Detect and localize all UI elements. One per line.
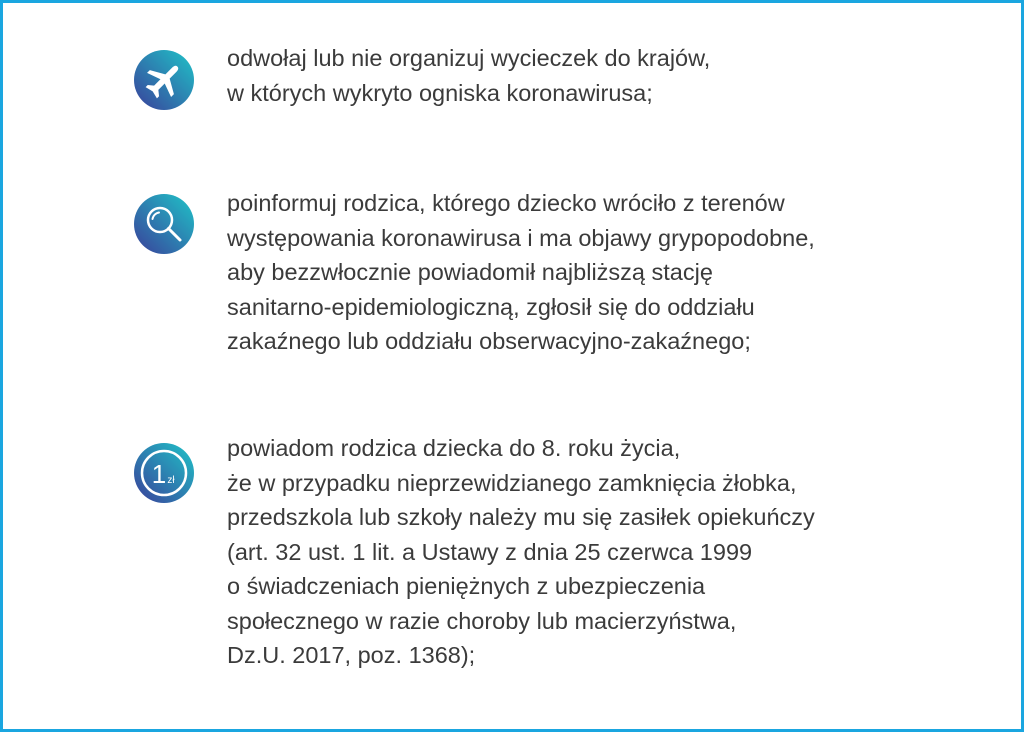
magnifier-icon — [134, 194, 194, 254]
airplane-icon — [134, 50, 194, 110]
text-line: o świadczeniach pieniężnych z ubezpieczenia — [227, 573, 706, 599]
text-line: aby bezzwłocznie powiadomił najbliższą stację — [227, 259, 713, 285]
coin-unit: zł — [167, 475, 175, 486]
item-text — [227, 186, 987, 359]
text-line: powiadom rodzica dziecka do 8. roku życia, — [227, 435, 681, 461]
coin-icon — [134, 443, 194, 503]
text-line: Dz.U. 2017, poz. 1368); — [227, 642, 476, 668]
text-line: sanitarno-epidemiologiczną, zgłosił się do oddziału — [227, 293, 755, 320]
text-line: występowania koronawirusa i ma objawy grypopodobne, — [227, 224, 815, 251]
text-line: społecznego w razie choroby lub macierzyństwa, — [227, 607, 737, 634]
text-line: poinformuj rodzica, którego dziecko wróciło z terenów — [227, 190, 785, 216]
text-line: odwołaj lub nie organizuj wycieczek do krajów, — [227, 45, 711, 71]
text-line: przedszkola lub szkoły należy mu się zasiłek opiekuńczy — [227, 504, 815, 530]
item-text — [227, 41, 987, 110]
item-text — [227, 431, 987, 673]
text-line: (art. 32 ust. 1 lit. a Ustawy z dnia 25 czerwca 1999 — [227, 538, 753, 565]
text-line: w których wykryto ogniska koronawirusa; — [227, 79, 653, 106]
text-line: że w przypadku nieprzewidzianego zamknięcia żłobka, — [227, 469, 797, 496]
coin-digit: 1 — [151, 459, 167, 489]
text-line: zakaźnego lub oddziału obserwacyjno-zakaźnego; — [227, 328, 751, 354]
